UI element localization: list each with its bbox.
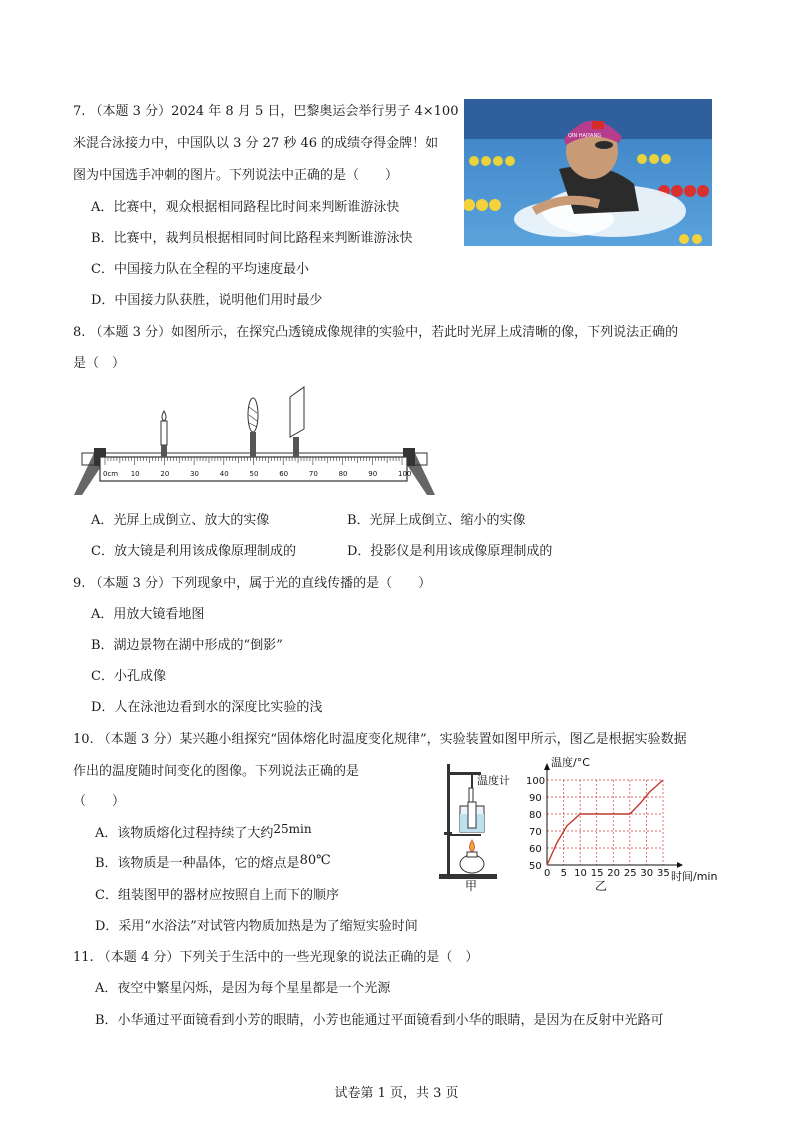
q8-option-d: D．投影仪是利用该成像原理制成的	[347, 544, 553, 559]
q10-option-b	[95, 853, 331, 872]
q10-option-a-text: A．该物质熔化过程持续了大约	[95, 826, 274, 841]
thermometer-label: 温度计	[477, 774, 510, 787]
x-tick-label: 15	[590, 868, 604, 879]
q9-line1: 9. （本题 3 分）下列现象中，属于光的直线传播的是（ ）	[73, 576, 432, 591]
cap-print: QIN HAIYANG	[568, 133, 602, 139]
figure-jia-label: 甲	[465, 879, 478, 893]
q8-option-b: B．光屏上成倒立、缩小的实像	[347, 513, 526, 528]
q7-line2: 米混合泳接力中，中国队以 3 分 27 秒 46 的成绩夺得金牌！如	[73, 136, 439, 151]
swimmer-photo	[464, 99, 712, 246]
q8-line2: 是（ ）	[73, 356, 126, 371]
q7-line3: 图为中国选手冲刺的图片。下列说法中正确的是（ ）	[73, 168, 399, 183]
ruler-tick-label: 80	[338, 470, 348, 478]
temperature-curve	[547, 780, 663, 865]
q11-line1: 11. （本题 4 分）下列关于生活中的一些光现象的说法正确的是（ ）	[73, 950, 479, 965]
q10-option-b-text: B．该物质是一种晶体，它的熔点是	[95, 856, 300, 871]
y-tick-label: 70	[529, 827, 542, 838]
ruler-tick-label: 60	[279, 470, 289, 478]
q7-option-a: A．比赛中，观众根据相同路程比时间来判断谁游泳快	[91, 200, 400, 215]
ruler-tick-label: 100	[398, 470, 412, 478]
q10-option-a	[95, 822, 312, 842]
ruler-tick-label: 20	[160, 470, 170, 478]
ruler-tick-label: 0cm	[103, 470, 119, 478]
q9-option-d: D．人在泳池边看到水的深度比实验的浅	[91, 700, 323, 715]
q8-option-c: C．放大镜是利用该成像原理制成的	[91, 544, 296, 559]
y-tick-label: 60	[529, 844, 542, 855]
y-tick-label: 90	[529, 793, 542, 804]
y-axis-label: 温度/°C	[551, 756, 590, 769]
x-tick-label: 10	[574, 868, 587, 879]
y-tick-label: 50	[529, 861, 542, 872]
page-footer: 试卷第 1 页，共 3 页	[334, 1086, 459, 1101]
q8-line1: 8. （本题 3 分）如图所示，在探究凸透镜成像规律的实验中，若此时光屏上成清晰的像，下列说法正确的	[73, 325, 679, 340]
q9-option-b: B．湖边景物在湖中形成的“倒影”	[91, 638, 283, 653]
ruler-tick-label: 50	[249, 470, 259, 478]
ruler-tick-label: 10	[130, 470, 140, 478]
q9-option-a: A．用放大镜看地图	[91, 607, 205, 622]
q8-option-a: A．光屏上成倒立、放大的实像	[91, 513, 270, 528]
q10-option-c: C．组装图甲的器材应按照自上而下的顺序	[95, 888, 339, 903]
figure-yi-label: 乙	[595, 879, 608, 892]
q7-option-b: B．比赛中，裁判员根据相同时间比路程来判断谁游泳快	[91, 231, 413, 246]
ruler-tick-label: 70	[308, 470, 318, 478]
q10-option-a-value: 25min	[273, 822, 312, 836]
q7-line1: 7. （本题 3 分）2024 年 8 月 5 日，巴黎奥运会举行男子 4×100	[73, 104, 459, 119]
q10-option-b-value: 80℃	[299, 853, 331, 868]
q7-option-c: C．中国接力队在全程的平均速度最小	[91, 262, 309, 277]
ruler-tick-label: 40	[219, 470, 229, 478]
temperature-chart	[525, 752, 725, 892]
q10-line3: （ ）	[73, 794, 126, 809]
x-axis-arrow	[677, 862, 683, 868]
x-tick-label: 20	[607, 868, 621, 879]
x-tick-label: 30	[640, 868, 654, 879]
ruler-tick-label: 90	[368, 470, 378, 478]
optical-bench-figure	[72, 385, 437, 500]
light-screen	[290, 387, 304, 457]
x-tick-label: 0	[544, 868, 551, 879]
x-tick-label: 5	[560, 868, 567, 879]
x-tick-label: 35	[657, 868, 670, 879]
y-tick-label: 80	[529, 810, 542, 821]
q11-option-b: B．小华通过平面镜看到小芳的眼睛，小芳也能通过平面镜看到小华的眼睛，是因为在反射中光路可	[95, 1013, 664, 1028]
q7-option-d: D．中国接力队获胜，说明他们用时最少	[91, 293, 323, 308]
q11-option-a: A．夜空中繁星闪烁，是因为每个星星都是一个光源	[95, 981, 391, 996]
ruler-tick-label: 30	[190, 470, 200, 478]
x-tick-label: 25	[623, 868, 637, 879]
x-axis-label: 时间/min	[671, 870, 718, 883]
q10-line1: 10. （本题 3 分）某兴趣小组探究“固体熔化时温度变化规律”，实验装置如图甲所示，图乙是根据实验数据	[73, 732, 687, 747]
candle	[161, 411, 167, 457]
apparatus-figure	[437, 758, 525, 893]
y-tick-label: 100	[526, 776, 546, 787]
q10-line2: 作出的温度随时间变化的图像。下列说法正确的是	[73, 764, 360, 779]
q10-option-d: D．采用“水浴法”对试管内物质加热是为了缩短实验时间	[95, 919, 418, 934]
q9-option-c: C．小孔成像	[91, 669, 166, 684]
convex-lens	[248, 398, 258, 457]
y-axis-arrow	[544, 763, 550, 770]
